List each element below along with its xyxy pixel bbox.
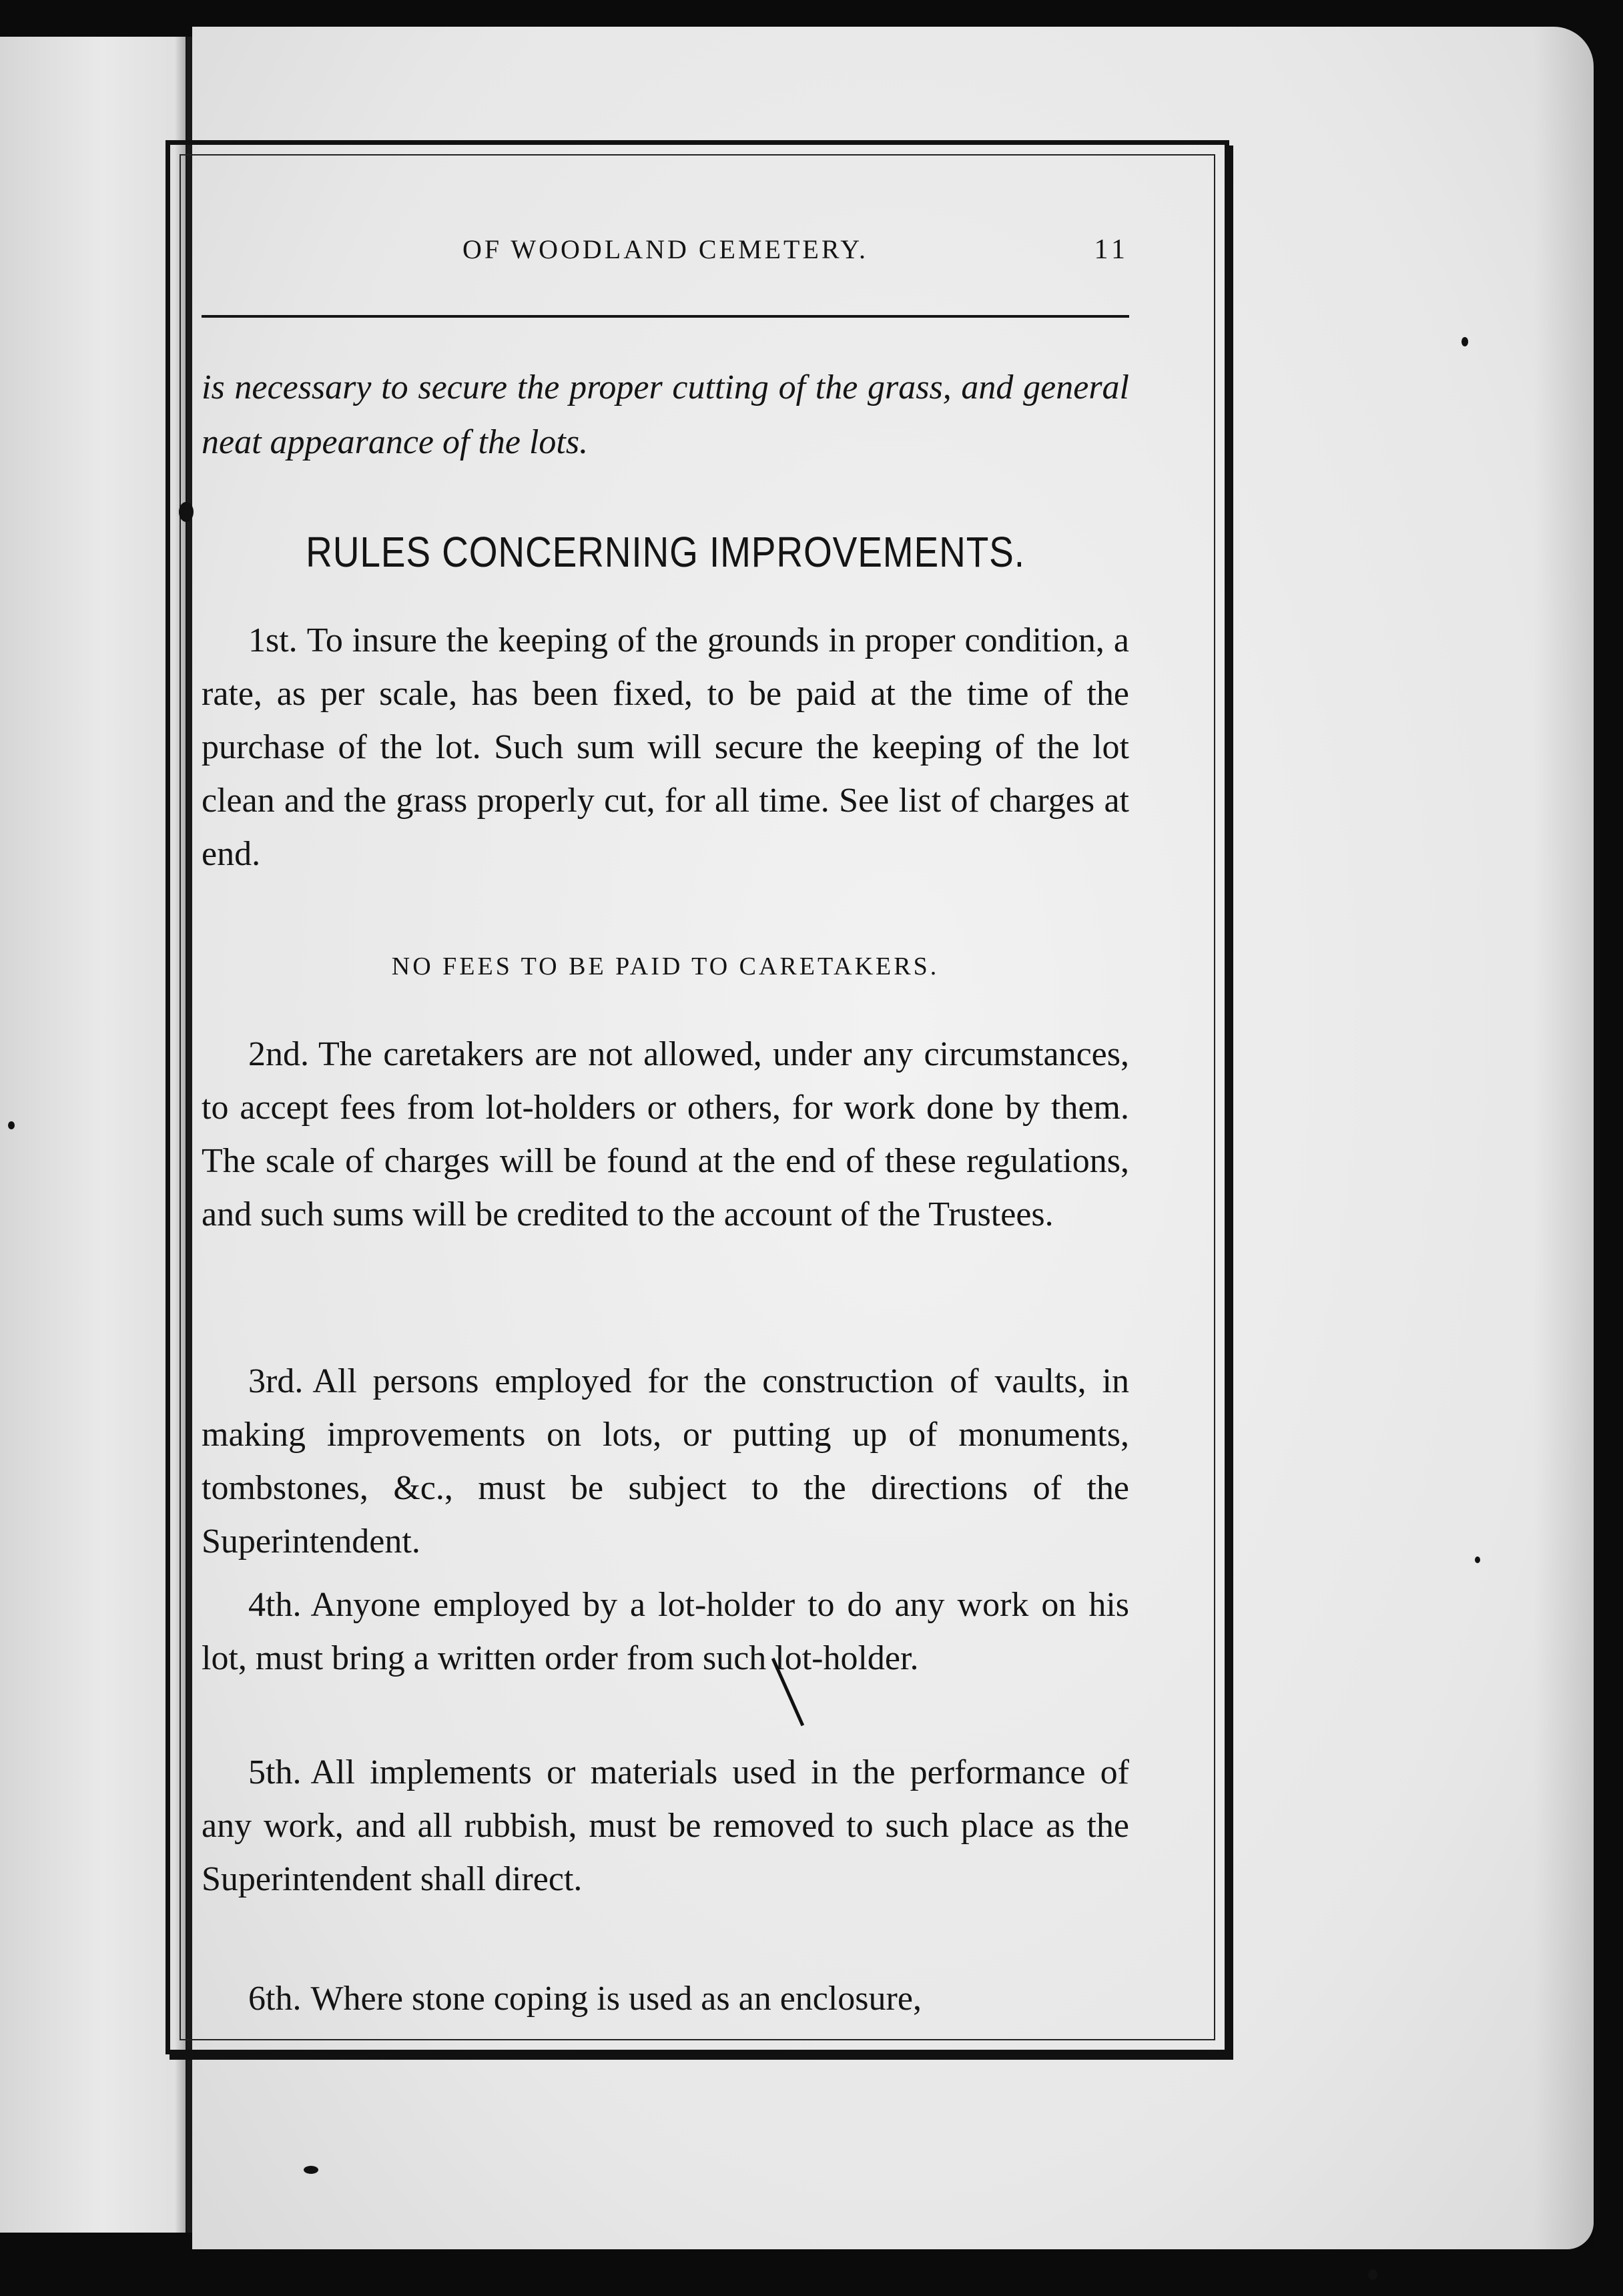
section-title: RULES CONCERNING IMPROVEMENTS. — [306, 528, 1025, 576]
rule-paragraph-5 — [202, 1746, 1129, 1906]
ink-speck — [179, 502, 194, 522]
page-number: 11 — [1094, 234, 1129, 265]
rule-text: Where stone coping is used as an enclosure, — [310, 1980, 922, 2018]
rule-number: 2nd. — [248, 1035, 309, 1073]
rule-number: 5th. — [248, 1753, 302, 1791]
ink-speck — [1368, 2269, 1377, 2280]
rule-text: All persons employed for the construction of vaults, in making improvements on lots, or putting up of monuments, tombstones, &c., must be subject to the directions of the Superintendent. — [202, 1362, 1129, 1560]
rule-paragraph-4 — [202, 1579, 1129, 1685]
rule-number: 1st. — [248, 621, 298, 659]
notice-heading: NO FEES TO BE PAID TO CARETAKERS. — [391, 952, 940, 980]
running-title: OF WOODLAND CEMETERY. — [462, 234, 869, 264]
intro-continuation-text: is necessary to secure the proper cutting of the grass, and general neat appearance of the lots. — [202, 368, 1129, 461]
ink-speck — [1475, 1556, 1480, 1563]
header-rule — [202, 315, 1129, 318]
rule-text: All implements or materials used in the performance of any work, and all rubbish, must be removed to such place as the Superintendent shall direct. — [202, 1753, 1129, 1898]
rule-paragraph-6 — [202, 1972, 1129, 2026]
rule-text: To insure the keeping of the grounds in proper condition, a rate, as per scale, has been fixed, to be paid at the time of the purchase of the lot. Such sum will secure the keeping of the lot clean and the grass properly cut, for all time. See list of charges at end. — [202, 621, 1129, 873]
rule-paragraph-2 — [202, 1028, 1129, 1241]
running-head — [202, 234, 1129, 274]
rule-number: 4th. — [248, 1586, 302, 1624]
rule-paragraph-1 — [202, 614, 1129, 881]
rule-text: Anyone employed by a lot-holder to do any work on his lot, must bring a written order from such lot-holder. — [202, 1586, 1129, 1677]
ink-speck — [8, 1121, 15, 1129]
rule-number: 3rd. — [248, 1362, 304, 1400]
rule-paragraph-3 — [202, 1355, 1129, 1568]
ink-speck — [304, 2166, 318, 2174]
page-edge-shadow — [1534, 27, 1594, 2249]
rule-number: 6th. — [248, 1980, 302, 2018]
previous-page-edge — [0, 37, 192, 2233]
rule-text: The caretakers are not allowed, under any circumstances, to accept fees from lot-holders or others, for work done by them. The scale of charges will be found at the end of these regulations, and such sums will be credited to the account of the Trustees. — [202, 1035, 1129, 1233]
ink-speck — [1462, 337, 1468, 346]
